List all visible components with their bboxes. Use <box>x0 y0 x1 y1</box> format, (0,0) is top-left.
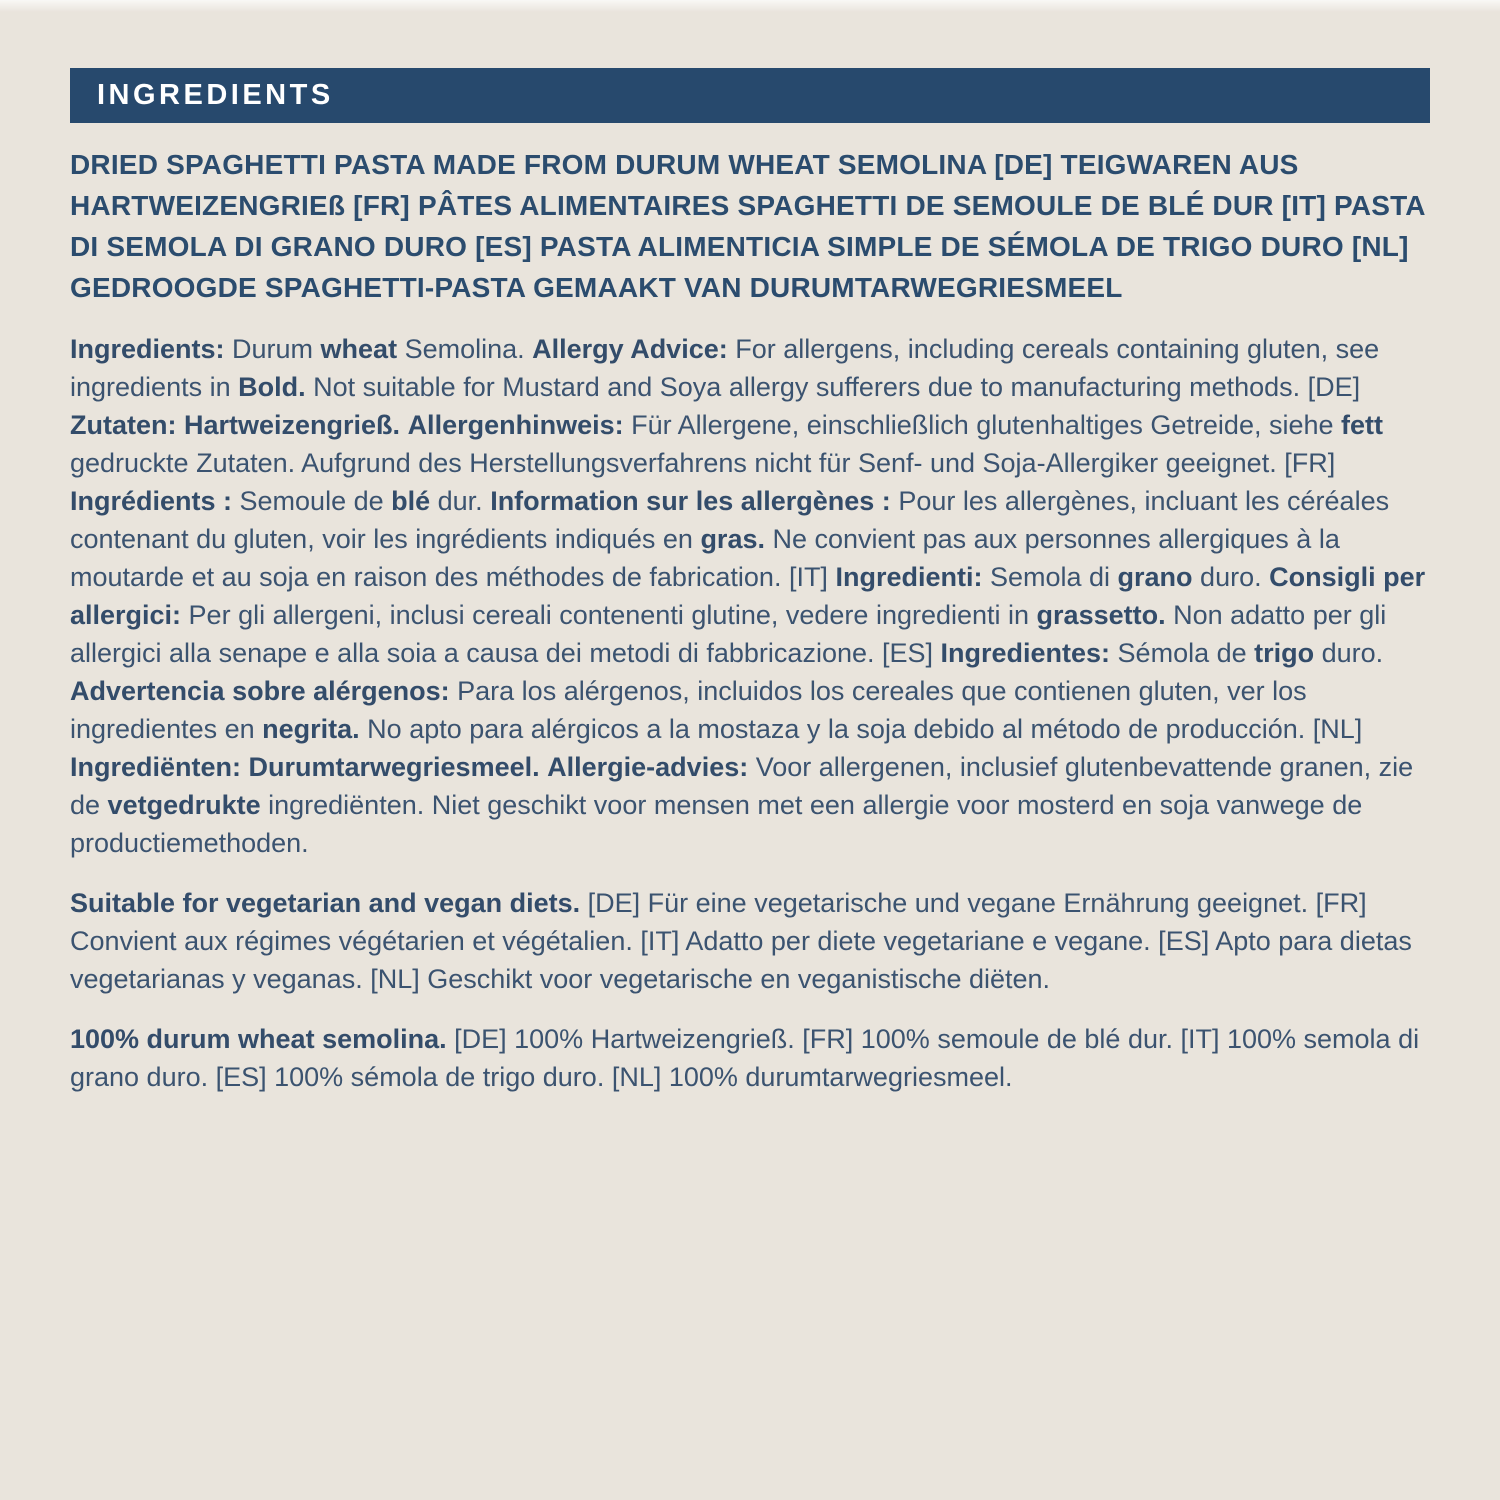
bold-text-segment: Allergie-advies: <box>547 752 749 782</box>
text-segment <box>540 752 548 782</box>
text-segment: Pour les allergènes, incluant les céréales contenant du gluten, voir les ingrédients indiqués en <box>70 486 1390 554</box>
bold-text-segment: fett <box>1341 410 1384 440</box>
ingredients-header-title: INGREDIENTS <box>97 79 334 111</box>
bold-text-segment: trigo <box>1254 638 1315 668</box>
text-segment: Semolina. <box>397 334 533 364</box>
bold-text-segment: Ingredienti: <box>835 562 983 592</box>
photo-light-edge <box>0 0 1500 12</box>
bold-text-segment: Ingredients: <box>70 334 225 364</box>
text-segment: Non adatto per gli allergici alla senape e alla soia a causa dei metodi di fabbricazione. [ES] <box>70 600 1387 668</box>
text-segment: Semoule de <box>232 486 392 516</box>
bold-text-segment: wheat <box>320 334 398 364</box>
bold-text-segment: 100% durum wheat semolina. <box>70 1024 447 1054</box>
bold-text-segment: Information sur les allergènes : <box>490 486 891 516</box>
text-segment: duro. <box>1314 638 1384 668</box>
text-segment: For allergens, including cereals containing gluten, see ingredients in <box>70 334 1380 402</box>
bold-text-segment: blé <box>391 486 431 516</box>
paragraph-ingredients-allergy <box>70 330 1430 862</box>
paragraph-composition <box>70 1020 1430 1096</box>
text-segment: Semola di <box>982 562 1118 592</box>
text-segment: gedruckte Zutaten. Aufgrund des Herstellungsverfahrens nicht für Senf- und Soja-Allergiker geeignet. [FR] <box>70 448 1336 478</box>
bold-text-segment: Allergenhinweis: <box>407 410 624 440</box>
ingredients-header-bar <box>70 68 1430 123</box>
text-segment: Sémola de <box>1110 638 1255 668</box>
text-segment: No apto para alérgicos a la mostaza y la soja debido al método de producción. [NL] <box>359 714 1363 744</box>
bold-text-segment: Advertencia sobre alérgenos: <box>70 676 450 706</box>
bold-text-segment: Zutaten: Hartweizengrieß. <box>70 410 401 440</box>
bold-text-segment: Ingrediënten: Durumtarwegriesmeel. <box>70 752 540 782</box>
bold-text-segment: Bold. <box>238 372 306 402</box>
text-segment: Voor allergenen, inclusief glutenbevattende granen, zie de <box>70 752 1414 820</box>
text-segment: ingrediënten. Niet geschikt voor mensen met een allergie voor mosterd en soja vanwege de productiemethoden. <box>70 790 1363 858</box>
text-segment: [DE] Für eine vegetarische und vegane Ernährung geeignet. [FR] Convient aux régimes végétarien et végétalien. [IT] Adatto per diete vegetariane e vegane. [ES] Apto para dietas vegetarianas y veganas. [NL] Geschikt voor vegetarische en veganistische diëten. <box>70 888 1412 994</box>
bold-text-segment: Ingredientes: <box>940 638 1111 668</box>
bold-text-segment: negrita. <box>262 714 360 744</box>
bold-text-segment: Suitable for vegetarian and vegan diets. <box>70 888 581 918</box>
bold-text-segment: grano <box>1117 562 1193 592</box>
bold-text-segment: Ingrédients : <box>70 486 233 516</box>
text-segment: dur. <box>430 486 491 516</box>
text-segment: Durum <box>224 334 321 364</box>
text-segment: Per gli allergeni, inclusi cereali contenenti glutine, vedere ingredienti in <box>181 600 1037 630</box>
text-segment <box>400 410 408 440</box>
bold-text-segment: Allergy Advice: <box>532 334 728 364</box>
ingredients-panel <box>70 68 1430 1096</box>
text-segment: Not suitable for Mustard and Soya allergy sufferers due to manufacturing methods. [DE] <box>305 372 1361 402</box>
bold-text-segment: Consigli per allergici: <box>70 562 1426 630</box>
paragraph-vegetarian-vegan <box>70 884 1430 998</box>
product-description-multilingual: DRIED SPAGHETTI PASTA MADE FROM DURUM WHEAT SEMOLINA [DE] TEIGWAREN AUS HARTWEIZENGRIEß [FR] PÂTES ALIMENTAIRES SPAGHETTI DE SEMOULE DE BLÉ DUR [IT] PASTA DI SEMOLA DI GRANO DURO [ES] PASTA ALIMENTICIA SIMPLE DE SÉMOLA DE TRIGO DURO [NL] GEDROOGDE SPAGHETTI-PASTA GEMAAKT VAN DURUMTARWEGRIESMEEL <box>70 149 1425 303</box>
text-segment: [DE] 100% Hartweizengrieß. [FR] 100% semoule de blé dur. [IT] 100% semola di grano duro. [ES] 100% sémola de trigo duro. [NL] 100% durumtarwegriesmeel. <box>70 1024 1420 1092</box>
text-segment: Para los alérgenos, incluidos los cereales que contienen gluten, ver los ingredientes en <box>70 676 1307 744</box>
text-segment: duro. <box>1192 562 1270 592</box>
bold-text-segment: grassetto. <box>1036 600 1166 630</box>
text-segment: Ne convient pas aux personnes allergiques à la moutarde et au soja en raison des méthodes de fabrication. [IT] <box>70 524 1340 592</box>
bold-text-segment: vetgedrukte <box>107 790 261 820</box>
text-segment: Für Allergene, einschließlich glutenhaltiges Getreide, siehe <box>623 410 1342 440</box>
bold-text-segment: gras. <box>700 524 765 554</box>
